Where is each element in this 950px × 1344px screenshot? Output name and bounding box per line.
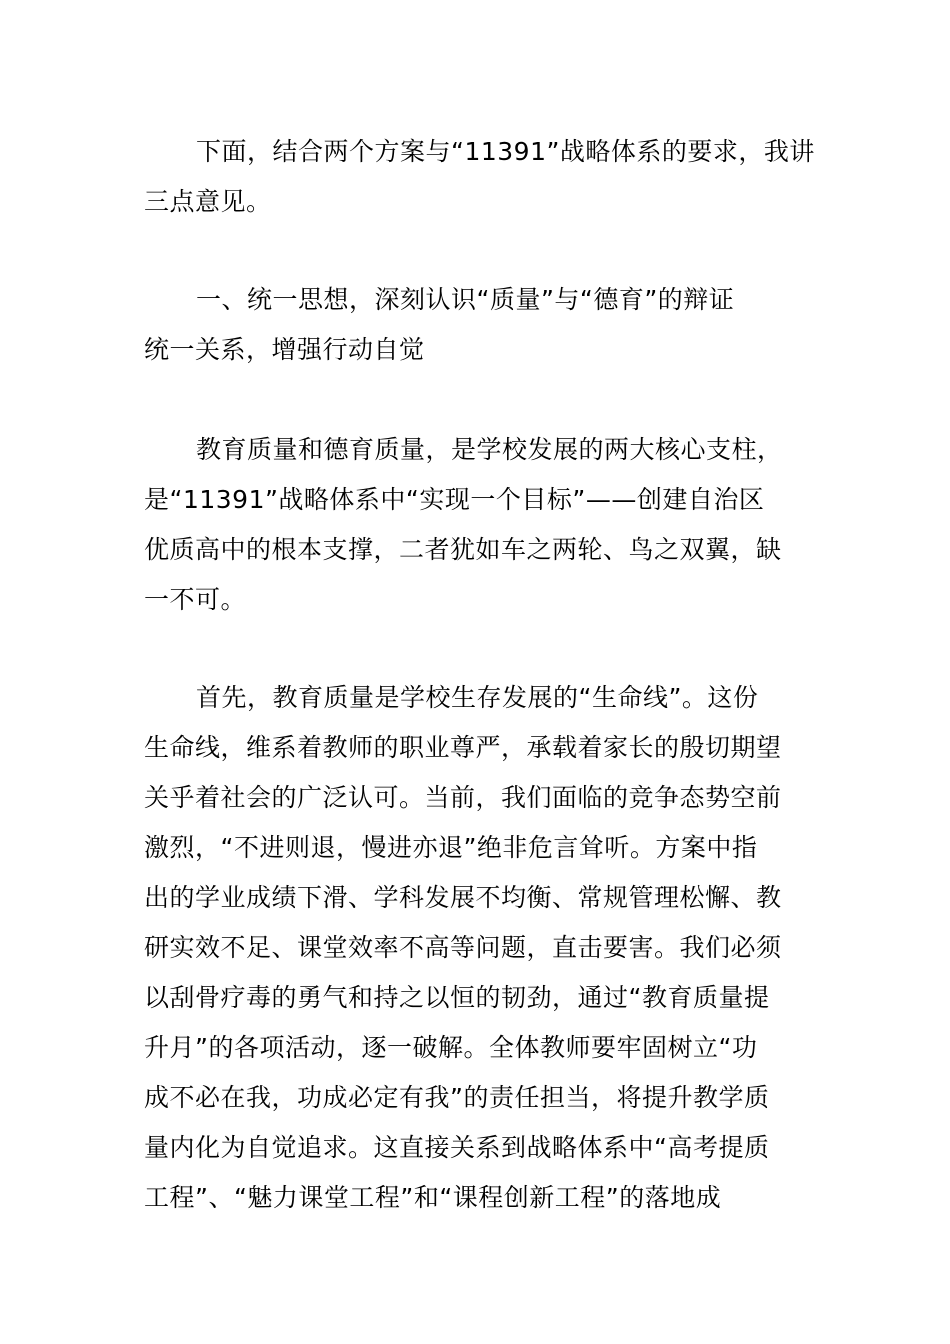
- pillars-line-4: 一不可。: [144, 585, 247, 614]
- first-line-11: 工程”、“魅力课堂工程”和“课程创新工程”的落地成: [144, 1183, 722, 1212]
- section-heading-line-1: 一、统一思想，深刻认识“质量”与“德育”的辩证: [196, 285, 735, 314]
- first-line-2: 生命线，维系着教师的职业尊严，承载着家长的殷切期望: [144, 733, 782, 762]
- first-line-8: 升月”的各项活动，逐一破解。全体教师要牢固树立“功: [144, 1033, 758, 1062]
- first-line-5: 出的学业成绩下滑、学科发展不均衡、常规管理松懈、教: [144, 883, 782, 912]
- first-line-1: 首先，教育质量是学校生存发展的“生命线”。这份: [196, 683, 759, 712]
- intro-line-2: 三点意见。: [144, 187, 272, 216]
- first-line-7: 以刮骨疗毒的勇气和持之以恒的韧劲，通过“教育质量提: [144, 983, 770, 1012]
- pillars-line-3: 优质高中的根本支撑，二者犹如车之两轮、鸟之双翼，缺: [144, 535, 782, 564]
- first-line-10: 量内化为自觉追求。这直接关系到战略体系中“高考提质: [144, 1133, 770, 1162]
- first-line-3: 关乎着社会的广泛认可。当前，我们面临的竞争态势空前: [144, 783, 782, 812]
- intro-line-1: 下面，结合两个方案与“11391”战略体系的要求，我讲: [196, 137, 815, 166]
- first-line-9: 成不必在我，功成必定有我”的责任担当，将提升教学质: [144, 1083, 770, 1112]
- first-line-4: 激烈，“不进则退，慢进亦退”绝非危言耸听。方案中指: [144, 833, 758, 862]
- section-heading-line-2: 统一关系，增强行动自觉: [144, 335, 425, 364]
- first-line-6: 研实效不足、课堂效率不高等问题，直击要害。我们必须: [144, 933, 782, 962]
- pillars-line-2: 是“11391”战略体系中“实现一个目标”——创建自治区: [144, 485, 765, 514]
- pillars-line-1: 教育质量和德育质量，是学校发展的两大核心支柱，: [196, 435, 783, 464]
